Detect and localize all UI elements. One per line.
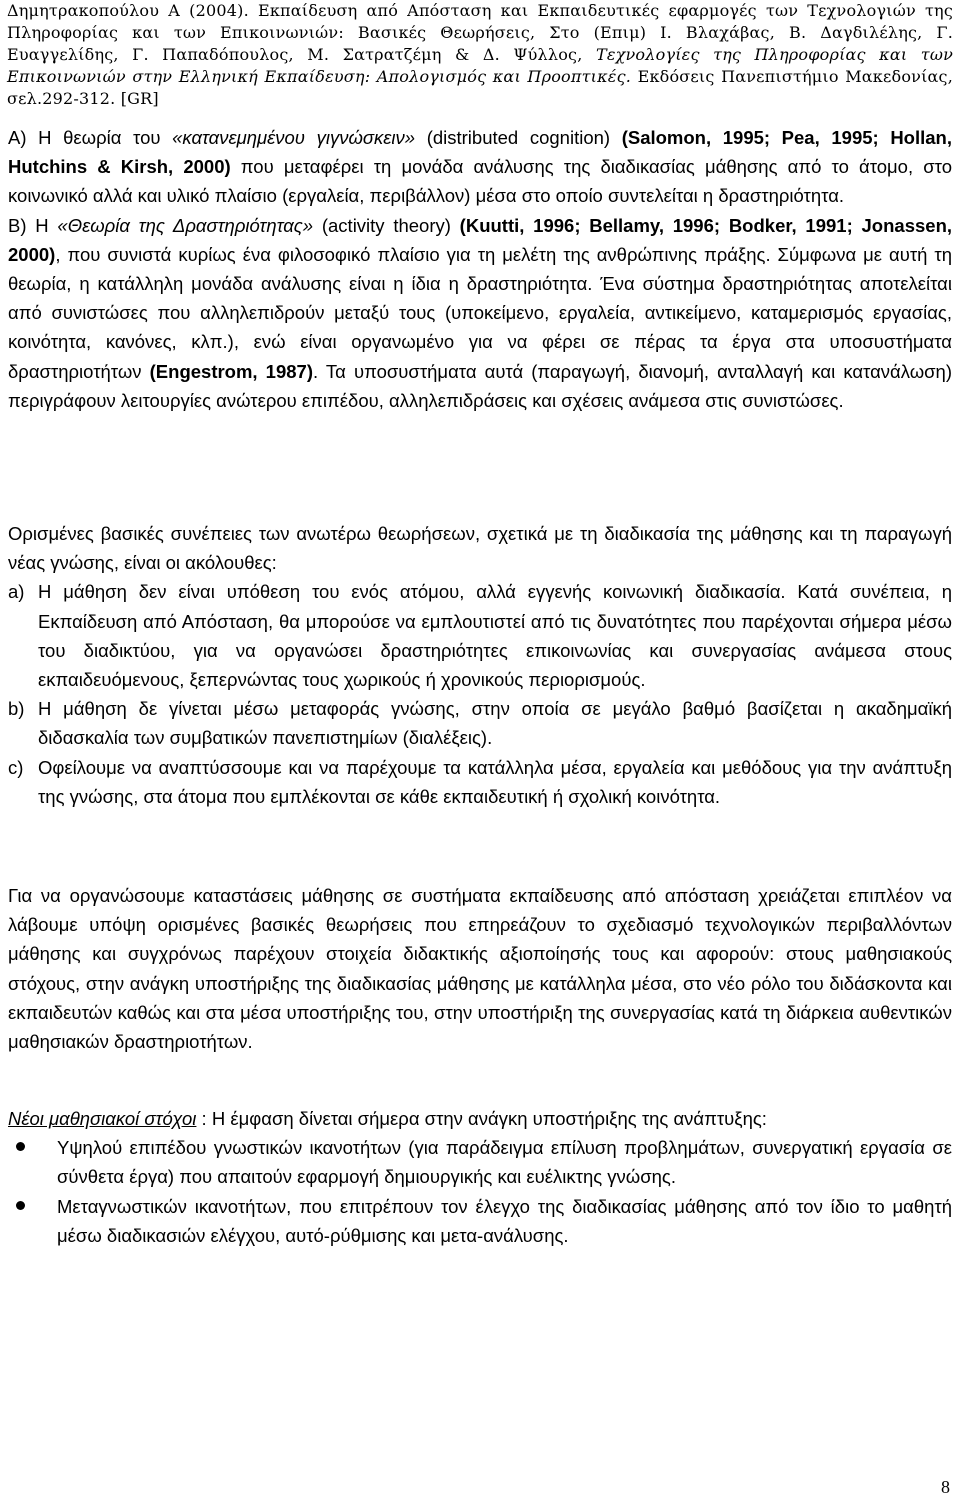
paragraph-distributed-cognition: Α) Η θεωρία του «κατανεμημένου γιγνώσκειν» (distributed cognition) (Salomon, 1995; Pea, 1995; Hollan, Hutchins & Kirsh, 2000) που μεταφέρει τη μονάδα ανάλυσης της διαδικασίας μάθησης από το άτομο, στο κοινωνικό αλλά και υλικό πλαίσιο (εργαλεία, περιβάλλον) μέσα στο οποίο συντελείται η δραστηριότητα. bbox=[8, 127, 953, 207]
page-number: 8 bbox=[941, 1477, 950, 1497]
list-item: b) Η μάθηση δε γίνεται μέσω μεταφοράς γνώσης, στην οποία σε μεγάλο βαθμό βασίζεται η ακαδημαϊκή διδασκαλία των συμβατικών πανεπιστημίων (διαλέξεις). bbox=[8, 694, 952, 752]
bullet-icon bbox=[16, 1142, 25, 1151]
term-distributed-cognition: «κατανεμημένου γιγνώσκειν» bbox=[172, 127, 416, 148]
citation-authors: Δημητρακοπούλου Α (2004). Εκπαίδευση από Απόσταση και Εκπαιδευτικές εφαρμογές των Τεχνολογιών της Πληροφορίας και των Επικοινωνιών: Βασικές Θεωρήσεις, Στο (Επιμ) Ι. Βλαχάβας, Β. Δαγδιλέλης, Γ. Ευαγγελίδης, Γ. Παπαδόπουλος, Μ. Σατρατζέμη & Δ. Ψύλλος, bbox=[7, 1, 953, 64]
new-goals-heading: Νέοι μαθησιακοί στόχοι bbox=[8, 1108, 197, 1129]
references-a: (Salomon, 1995; Pea, 1995; Hollan, Hutchins & Kirsh, 2000) bbox=[8, 127, 952, 178]
new-goals-list bbox=[8, 1133, 952, 1250]
consequences-intro: Ορισμένες βασικές συνέπειες των ανωτέρω θεωρήσεων, σχετικά με τη διαδικασία της μάθησης και τη παραγωγή νέας γνώσης, είναι οι ακόλουθες: bbox=[8, 523, 952, 574]
organize-section bbox=[8, 881, 952, 1056]
list-item: a) Η μάθηση δεν είναι υπόθεση του ενός ατόμου, αλλά εγγενής κοινωνική διαδικασία. Κατά συνέπεια, η Εκπαίδευση από Απόσταση, θα μπορούσε να εμπλουτιστεί από τις δυνατότητες που παρέχονται σήμερα μέσω του διαδικτύου, για να οργανώσει δραστηριότητες επικοινωνίας και συνεργασίας ανάμεσα στους εκπαιδευόμενους, ξεπερνώντας τους χωρικούς ή χρονικούς περιορισμούς. bbox=[8, 577, 952, 694]
new-goals-section bbox=[8, 1104, 952, 1250]
term-activity-theory: «Θεωρία της Δραστηριότητας» bbox=[57, 214, 314, 236]
references-b: (Kuutti, 1996; Bellamy, 1996; Bodker, 1991; Jonassen, 2000) bbox=[8, 214, 953, 265]
paragraph-activity-theory: Β) Η «Θεωρία της Δραστηριότητας» (activity theory) (Kuutti, 1996; Bellamy, 1996; Bodker, 1991; Jonassen, 2000), που συνιστά κυρίως ένα φιλοσοφικό πλαίσιο για τη μελέτη της ανθρώπινης πράξης. Σύμφωνα με αυτή τη θεωρία, η κατάλληλη μονάδα ανάλυσης είναι η ίδια η δραστηριότητα. Ένα σύστημα δραστηριότητας αποτελείται από συνιστώσες που αλληλεπιδρούν μεταξύ τους (υποκείμενο, εργαλεία, αντικείμενο, καταμερισμός εργασίας, κοινότητα, κανόνες, κλπ.), ενώ είναι οργανωμένο για να φέρει σε πέρας τα έργα στα υποσυστήματα δραστηριοτήτων (Engestrom, 1987). Τα υποσυστήματα αυτά (παραγωγή, διανομή, ανταλλαγή και κατανάλωση) περιγράφουν λειτουργίες ανώτερου επιπέδου, αλληλεπιδράσεις και σχέσεις ανάμεσα στις συνιστώσες. bbox=[8, 214, 953, 411]
consequences-list bbox=[8, 577, 952, 811]
reference-engestrom: (Engestrom, 1987) bbox=[149, 360, 313, 382]
list-item: c) Οφείλουμε να αναπτύσσουμε και να παρέχουμε τα κατάλληλα μέσα, εργαλεία και μεθόδους για την ανάπτυξη της γνώσης, στα άτομα που εμπλέκονται σε κάθε εκπαιδευτική ή σχολική κοινότητα. bbox=[8, 753, 952, 811]
bullet-icon bbox=[16, 1201, 25, 1210]
theories-section bbox=[8, 123, 952, 415]
list-item: Μεταγνωστικών ικανοτήτων, που επιτρέπουν τον έλεγχο της διαδικασίας μάθησης από τον ίδιο το μαθητή μέσω διαδικασιών ελέγχου, αυτό-ρύθμισης και μετα-ανάλυσης. bbox=[8, 1192, 952, 1250]
citation-publisher: Εκδόσεις Πανεπιστήμιο Μακεδονίας, σελ.292-312. [GR] bbox=[7, 67, 954, 108]
consequences-section bbox=[8, 519, 952, 811]
new-goals-intro: Νέοι μαθησιακοί στόχοι : Η έμφαση δίνεται σήμερα στην ανάγκη υποστήριξης της ανάπτυξης: bbox=[8, 1108, 767, 1129]
paragraph-organize: Για να οργανώσουμε καταστάσεις μάθησης σε συστήματα εκπαίδευσης από απόσταση χρειάζεται επιπλέον να λάβουμε υπόψη ορισμένες βασικές θεωρήσεις που επηρεάζουν το σχεδιασμό τεχνολογικών περιβαλλόντων μάθησης και συγχρόνως παρέχουν στοιχεία διδακτικής αξιοποίησής τους και αφορούν: στους μαθησιακούς στόχους, στην ανάγκη υποστήριξης της διαδικασίας μάθησης με κατάλληλα μέσα, στο νέο ρόλο του διδάσκοντα και εκπαιδευτών καθώς και στα μέσα υποστήριξης του, στην υποστήριξη της συνεργασίας κατά τη διάρκεια αυθεντικών μαθησιακών δραστηριοτήτων. bbox=[8, 885, 952, 1053]
citation-header bbox=[7, 0, 953, 110]
list-marker: a) bbox=[8, 581, 25, 603]
list-item: Υψηλού επιπέδου γνωστικών ικανοτήτων (για παράδειγμα επίλυση προβλημάτων, συνεργατική εργασία σε σύνθετα έργα) που απαιτούν εφαρμογή δημιουργικής και ευέλικτης γνώσης. bbox=[8, 1133, 952, 1191]
citation-book-title: Τεχνολογίες της Πληροφορίας και των Επικοινωνιών στην Ελληνική Εκπαίδευση: Απολογισμός και Προοπτικές. bbox=[7, 45, 953, 86]
list-marker: b) bbox=[8, 698, 25, 720]
list-marker: c) bbox=[8, 756, 24, 778]
